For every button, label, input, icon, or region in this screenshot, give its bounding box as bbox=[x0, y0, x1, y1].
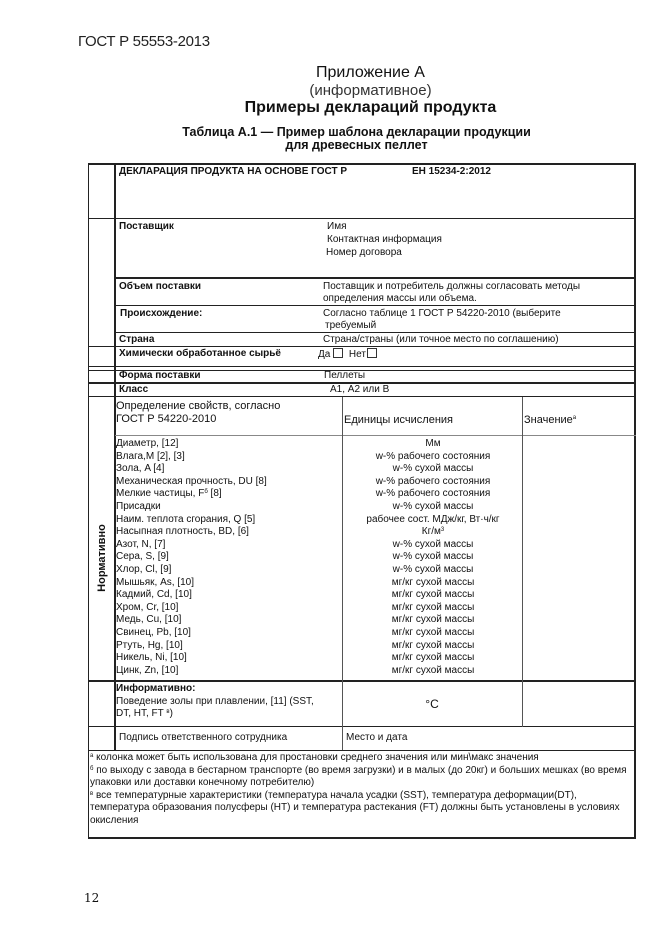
form-label: Форма поставки bbox=[119, 370, 201, 381]
property-name: Механическая прочность, DU [8] bbox=[116, 475, 267, 487]
property-unit: мг/кг сухой массы bbox=[391, 627, 475, 638]
row-divider bbox=[88, 680, 636, 682]
properties-header-method bbox=[116, 400, 280, 426]
property-unit: мг/кг сухой массы bbox=[391, 614, 475, 626]
page-number: 12 bbox=[84, 891, 100, 905]
informative-section bbox=[116, 683, 314, 721]
table-footnotes bbox=[90, 752, 633, 828]
property-value-cell[interactable] bbox=[524, 652, 632, 664]
property-unit: w-% сухой массы bbox=[392, 564, 474, 575]
property-name: Ртуть, Hg, [10] bbox=[116, 639, 183, 651]
supplier-name: Имя bbox=[327, 221, 347, 232]
superscript: 3 bbox=[440, 527, 445, 534]
chemical-no-label: Нет bbox=[348, 349, 366, 360]
property-unit: мг/кг сухой массы bbox=[391, 652, 475, 664]
origin-label: Происхождение: bbox=[120, 308, 203, 319]
properties-header-units: Единицы исчисления bbox=[344, 414, 453, 426]
property-name: Диаметр, [12] bbox=[116, 438, 179, 449]
property-value-cell[interactable] bbox=[524, 564, 632, 576]
property-value-cell[interactable] bbox=[524, 438, 632, 450]
property-value-cell[interactable] bbox=[524, 577, 632, 589]
property-name: Зола, A [4] bbox=[116, 463, 165, 475]
declaration-standard: ЕН 15234-2:2012 bbox=[412, 166, 491, 177]
property-unit: w-% сухой массы bbox=[392, 551, 474, 563]
country-label: Страна bbox=[119, 334, 155, 345]
property-name: Кадмий, Cd, [10] bbox=[116, 589, 192, 601]
property-name: Насыпная плотность, BD, [6] bbox=[116, 526, 249, 538]
properties-header-method-line2: ГОСТ Р 54220-2010 bbox=[116, 413, 217, 425]
origin-value-line1: Согласно таблице 1 ГОСТ Р 54220-2010 (выберите bbox=[323, 308, 561, 319]
property-value-cell[interactable] bbox=[524, 665, 632, 677]
table-caption bbox=[26, 126, 661, 152]
property-unit: мг/кг сухой массы bbox=[391, 601, 475, 613]
volume-value-line1: Поставщик и потребитель должны согласовать методы bbox=[323, 281, 581, 292]
property-name: Никель, Ni, [10] bbox=[116, 652, 187, 664]
footnote-mark-v: в bbox=[166, 709, 170, 716]
informative-heading: Информативно: bbox=[116, 683, 196, 694]
chemical-label: Химически обработанное сырьё bbox=[119, 348, 281, 359]
table-border-right bbox=[634, 163, 636, 839]
property-value-cell[interactable] bbox=[524, 488, 632, 500]
row-divider bbox=[88, 750, 636, 751]
supplier-contract: Номер договора bbox=[326, 247, 402, 258]
supplier-label: Поставщик bbox=[119, 221, 174, 232]
property-value-cell[interactable] bbox=[524, 640, 632, 652]
supplier-contact: Контактная информация bbox=[327, 234, 442, 245]
property-value-cell[interactable] bbox=[524, 526, 632, 538]
normative-section-label bbox=[88, 436, 115, 680]
class-label: Класс bbox=[119, 384, 149, 395]
property-unit: мг/кг сухой массы bbox=[391, 589, 475, 601]
footnote: $^в$ все температурные характеристики (температура начала усадки (SST), температура деформации(DT), температура образования полусферы (HT) и температура растекания (FT) должны быть установлены в условиях окисления bbox=[90, 789, 620, 826]
country-value: Страна/страны (или точное место по соглашению) bbox=[323, 334, 559, 345]
footnote-mark: б bbox=[90, 765, 94, 772]
property-name: Мелкие частицы, $F^б$ [8] bbox=[116, 488, 222, 500]
row-divider bbox=[88, 218, 636, 219]
row-divider bbox=[115, 435, 636, 436]
row-divider bbox=[88, 726, 636, 727]
property-unit: мг/кг сухой массы bbox=[391, 576, 475, 588]
volume-label: Объем поставки bbox=[119, 281, 202, 292]
property-name: Влага,M [2], [3] bbox=[116, 450, 185, 462]
property-unit: w-% сухой массы bbox=[392, 463, 474, 475]
document-code: ГОСТ Р 55553-2013 bbox=[78, 33, 210, 50]
footnote-mark-a: а bbox=[572, 415, 577, 421]
normative-label-text: Нормативно bbox=[95, 524, 108, 592]
properties-header-value bbox=[524, 414, 576, 427]
property-value-cell[interactable] bbox=[524, 476, 632, 488]
table-border-bottom bbox=[88, 837, 636, 839]
table-border-top bbox=[88, 163, 636, 165]
property-unit: w-% сухой массы bbox=[392, 538, 474, 550]
property-value-cell[interactable] bbox=[524, 614, 632, 626]
property-name: Цинк, Zn, [10] bbox=[116, 664, 179, 676]
footnote-mark-b: б bbox=[204, 489, 208, 496]
property-unit: w-% рабочего состояния bbox=[375, 450, 491, 462]
table-caption-line1: Таблица А.1 — Пример шаблона декларации продукции bbox=[182, 125, 531, 139]
property-value-cell[interactable] bbox=[524, 551, 632, 563]
properties-header-value-label: Значение bbox=[524, 414, 573, 426]
property-unit: мг/кг сухой массы bbox=[391, 639, 475, 651]
property-value-cell[interactable] bbox=[524, 602, 632, 614]
property-name: Хлор, Cl, [9] bbox=[116, 564, 172, 575]
property-name: Присадки bbox=[116, 501, 161, 512]
property-name: Свинец, Pb, [10] bbox=[116, 627, 191, 638]
properties-header-method-line1: Определение свойств, согласно bbox=[116, 400, 281, 412]
annex-subtitle: (информативное) bbox=[309, 82, 432, 99]
property-value-cell[interactable] bbox=[524, 451, 632, 463]
property-name: Наим. теплота сгорания, Q [5] bbox=[116, 513, 256, 525]
annex-title: Приложение А bbox=[316, 64, 425, 81]
footnote: $^б$ по выходу с завода в бестарном транспорте (во время загрузки) и в малых (до 20кг) и больших мешках (во время упаковки или доставки конечному потребителю) bbox=[90, 764, 627, 789]
table-caption-line2: для древесных пеллет bbox=[285, 138, 428, 152]
origin-value-line2: требуемый bbox=[325, 320, 377, 331]
class-value: А1, А2 или В bbox=[330, 384, 390, 395]
property-value-cell[interactable] bbox=[524, 501, 632, 513]
property-name: Мышьяк, As, [10] bbox=[116, 576, 195, 588]
informative-line1: Поведение золы при плавлении, [11] (SST, bbox=[116, 695, 314, 707]
volume-value-line2: определения массы или объема. bbox=[323, 293, 477, 304]
property-unit: w-% сухой массы bbox=[392, 501, 474, 512]
informative-line2: DT, HT, FT $^в$) bbox=[116, 708, 173, 720]
property-value-cell[interactable] bbox=[524, 514, 632, 526]
informative-unit: °С bbox=[425, 697, 439, 711]
property-value-cell[interactable] bbox=[524, 589, 632, 601]
row-divider bbox=[115, 277, 636, 279]
property-unit: рабочее сост. МДж/кг, Вт·ч/кг bbox=[366, 513, 500, 525]
chemical-yes-label: Да bbox=[318, 349, 331, 360]
form-value: Пеллеты bbox=[324, 370, 366, 381]
property-name: Азот, N, [7] bbox=[116, 538, 166, 550]
footnote: $^а$ колонка может быть использована для простановки среднего значения или мин\макс значения bbox=[90, 752, 539, 763]
property-unit: w-% рабочего состояния bbox=[375, 488, 491, 500]
property-value-cell[interactable] bbox=[524, 463, 632, 475]
property-unit: w-% рабочего состояния bbox=[375, 475, 491, 487]
property-value-cell[interactable] bbox=[524, 539, 632, 551]
annex-heading: Примеры деклараций продукта bbox=[244, 99, 497, 116]
property-value-cell[interactable] bbox=[524, 627, 632, 639]
chemical-no-checkbox[interactable] bbox=[367, 348, 377, 358]
footnote-mark: в bbox=[90, 790, 94, 797]
property-name: Хром, Cr, [10] bbox=[116, 601, 179, 613]
declaration-title: ДЕКЛАРАЦИЯ ПРОДУКТА НА ОСНОВЕ ГОСТ Р bbox=[119, 166, 348, 177]
footnote-mark: а bbox=[90, 753, 94, 759]
row-divider bbox=[88, 366, 636, 367]
place-date-label: Место и дата bbox=[346, 732, 408, 743]
property-unit: мг/кг сухой массы bbox=[391, 664, 475, 676]
chemical-options bbox=[318, 348, 377, 362]
property-unit: Мм bbox=[425, 438, 441, 449]
property-name: Медь, Cu, [10] bbox=[116, 614, 182, 626]
chemical-yes-checkbox[interactable] bbox=[333, 348, 343, 358]
signature-label: Подпись ответственного сотрудника bbox=[119, 732, 288, 743]
property-name: Сера, S, [9] bbox=[116, 551, 169, 563]
property-unit: $Кг/м^3$ bbox=[421, 526, 445, 538]
